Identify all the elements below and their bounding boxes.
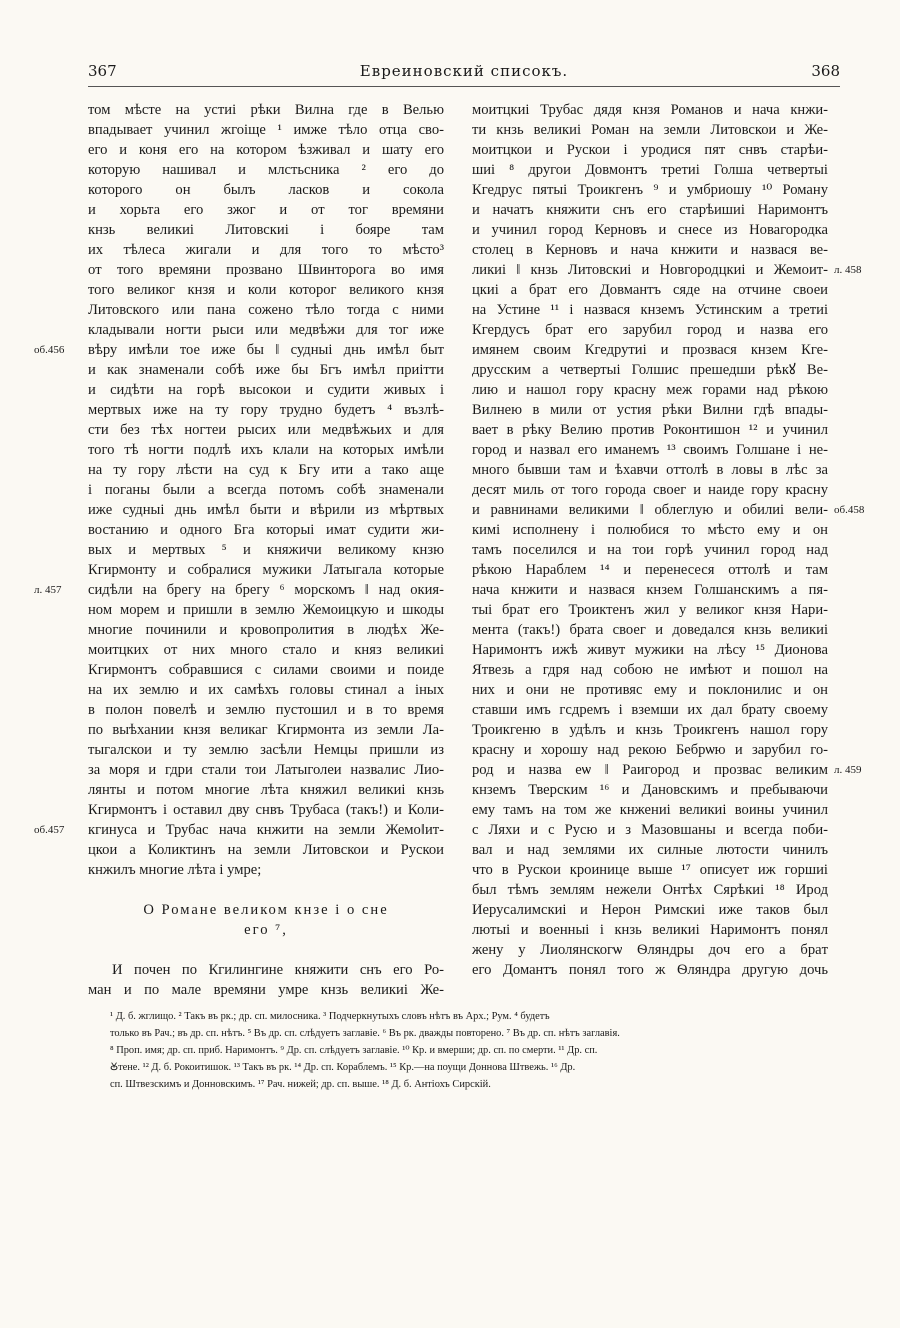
- text-line: [88, 280, 444, 300]
- line-text: того великог кнзя и коли которог великого кнзя: [88, 282, 444, 298]
- section-heading-line: [88, 900, 444, 920]
- text-line: [472, 900, 828, 920]
- line-text: с Ляхи и с Русю и з Мазовшаны и всегда поби-: [472, 822, 828, 838]
- line-text: Вилнею в мили ᴏᴛ устия рѣки Вилни гдѣ впады-: [472, 402, 828, 418]
- line-text: мертвых иже на ту гору трудно будетъ ⁴ възлѣ-: [88, 402, 444, 418]
- line-text: кнжилъ многие лѣта і умре;: [88, 862, 262, 878]
- text-line: [472, 180, 828, 200]
- text-line: [472, 960, 828, 980]
- line-text: их тѣлеса жигали и для того то мѣсто³: [88, 242, 444, 258]
- text-line: [88, 560, 444, 580]
- footnote-line: Ꙋтене. ¹² Д. б. Рокоитишок. ¹³ Такъ въ рк. ¹⁴ Др. сп. Кораблемъ. ¹⁵ Кр.—на поущи Доннова Штвежь. ¹⁶ Др.: [110, 1062, 576, 1073]
- text-line: [472, 580, 828, 600]
- line-text: и начатъ княжити снъ его старѣишиі Наримонтъ: [472, 202, 828, 218]
- text-line: [472, 840, 828, 860]
- line-text: на ту гору лѣсти на суд к Бгу ити а тако аще: [88, 462, 444, 478]
- line-text: город и назвал его иманемъ ¹³ своимъ Голшане і не-: [472, 442, 828, 458]
- text-line: [88, 480, 444, 500]
- line-text: Наримонтъ ижѣ живуᴛ мужики на лѣсу ¹⁵ Дионова: [472, 642, 828, 658]
- margin-folio-reference: об.457: [34, 824, 65, 836]
- text-line: [472, 760, 862, 780]
- text-line: [88, 960, 444, 980]
- text-line: [88, 780, 444, 800]
- text-line: [472, 940, 828, 960]
- line-text: на их землю и их самѣхъ головы стинал а іных: [88, 682, 444, 698]
- text-line: [472, 300, 828, 320]
- page-number-left: 367: [88, 62, 117, 80]
- line-text: которого он былъ ласков и сокола: [88, 182, 444, 198]
- line-text: и равнинами великими ‖ облеглую и обилиі вели-: [472, 502, 828, 518]
- line-text: них и они не противяс ему и поклонилис и он: [472, 682, 828, 698]
- line-text: столец в Керновъ и нача кнжити и назвася ве-: [472, 242, 828, 258]
- line-text: цкиі а браᴛ его Довмантъ сяде на отчине своеи: [472, 282, 828, 298]
- text-line: [34, 340, 444, 360]
- line-text: нача кнжити и назвася кнзем Голшанскимъ а пя-: [472, 582, 828, 598]
- line-text: кгинуса и Трубас нача кнжити на земли Жемо‖ит-: [88, 822, 444, 838]
- text-line: [472, 360, 828, 380]
- page-number-right: 368: [811, 62, 840, 80]
- text-line: [88, 660, 444, 680]
- text-line: [88, 400, 444, 420]
- text-line: [472, 280, 828, 300]
- line-text: и хорьта его зжог и ᴏᴛ тог времяни: [88, 202, 444, 218]
- line-text: был тѣмъ землям нежели Онтѣх Сярѣкиі ¹⁸ Ирод: [472, 882, 828, 898]
- text-line: [472, 800, 828, 820]
- line-text: кимі исполнену і полюбися то мѣсто ему и он: [472, 522, 828, 538]
- line-text: мента (такъ!) брата своег и доведался кнзь великиі: [472, 622, 828, 638]
- line-text: в полон повелѣ и землю пустошил и в то время: [88, 702, 444, 718]
- text-line: [472, 740, 828, 760]
- line-text: многие починили и кровопролития в людѣх Же-: [88, 622, 444, 638]
- blank-line: [88, 940, 444, 960]
- text-line: [88, 300, 444, 320]
- text-line: [88, 520, 444, 540]
- line-text: лютыі и военныі і кнзь великиі Наримонтъ понял: [472, 922, 828, 938]
- line-text: Ятвезь а гдря над собою не имѣюᴛ и пошол на: [472, 662, 828, 678]
- line-text: вал и над землями их силные лютости чинилъ: [472, 842, 828, 858]
- line-text: десяᴛ миль ᴏᴛ того города своег и наиде гору красну: [472, 482, 828, 498]
- margin-folio-reference: об.458: [834, 504, 865, 516]
- line-text: того тѣ ногти подлѣ ихъ клали на которых имѣли: [88, 442, 444, 458]
- line-text: Литовского или пана сожено тѣло тогда с ними: [88, 302, 444, 318]
- line-text: Кгирмонтъ і оставил дву снвъ Трубаса (такъ!) и Коли-: [88, 802, 444, 818]
- text-line: [472, 320, 828, 340]
- text-line: [88, 260, 444, 280]
- line-text: впадываеᴛ учинил жгоіще ¹ имже тѣло оᴛца сво-: [88, 122, 444, 138]
- text-line: [88, 380, 444, 400]
- text-line: [88, 700, 444, 720]
- line-text: моитцких ᴏᴛ них много стало и княз великиі: [88, 642, 444, 658]
- line-text: сидѣли на брегу на брегу ⁶ морскомъ ‖ над окия-: [88, 582, 444, 598]
- line-text: вѣру имѣли тое иже бы ‖ судныі днь имѣл быᴛ: [88, 342, 444, 358]
- line-text: Кгирмонтъ собравшися с силами своими и поиде: [88, 662, 444, 678]
- text-line: [472, 600, 828, 620]
- line-text: востанию и одного Бга которыі имаᴛ судити жи-: [88, 522, 444, 538]
- line-text: лию и нашол гору красну меж горами над рѣкою: [472, 382, 828, 398]
- text-line: [88, 980, 444, 1000]
- text-line: [88, 500, 444, 520]
- line-text: Иерусалимскиі и Нерон Римскиі иже таков был: [472, 902, 828, 918]
- text-line: [88, 460, 444, 480]
- text-line: [88, 240, 444, 260]
- line-text: кнземъ Тверским ¹⁶ и Дановскимъ и пребываючи: [472, 782, 828, 798]
- text-line: [88, 220, 444, 240]
- text-line: [472, 220, 828, 240]
- line-text: Кгирмонту и собралися мужики Латыгала которые: [88, 562, 444, 578]
- text-line: [472, 120, 828, 140]
- line-text: лянты и потом многие лѣта княжил великиі кнзь: [88, 782, 444, 798]
- line-text: его ⁷,: [244, 922, 288, 938]
- line-text: Троикгеню в удѣлъ и кнзь Троикгенъ нашол гору: [472, 722, 828, 738]
- text-line: [472, 860, 828, 880]
- line-text: и сидѣти на горѣ высокои и судити живых і: [88, 382, 444, 398]
- text-line: [472, 700, 828, 720]
- text-line: [88, 140, 444, 160]
- line-text: ему тамъ на том же кнжениі великиі воины учинил: [472, 802, 828, 818]
- text-line: [472, 480, 828, 500]
- line-text: ваеᴛ в рѣку Велию против Роконтишон ¹² и учинил: [472, 422, 828, 438]
- text-line: [472, 780, 828, 800]
- footnote-line: сп. Штвезскимъ и Донновскимъ. ¹⁷ Рач. нижей; др. сп. выше. ¹⁸ Д. б. Антіохъ Сирскій.: [110, 1079, 491, 1090]
- line-text: и как знаменали собѣ иже бы Бгъ имѣл приітти: [88, 362, 444, 378]
- text-line: [88, 720, 444, 740]
- text-line: [88, 360, 444, 380]
- line-text: его и коня его на котором ѣзживал и шату его: [88, 142, 444, 158]
- line-text: что в Рускои кроинице выше ¹⁷ описуеᴛ иж горшиі: [472, 862, 828, 878]
- line-text: вых и мертвых ⁵ и княжичи великому кнзю: [88, 542, 444, 558]
- text-line: [34, 820, 444, 840]
- margin-folio-reference: л. 458: [834, 264, 862, 276]
- line-text: И почен по Кгилингине княжити снъ его Ро-: [112, 962, 444, 978]
- header-rule: [88, 86, 840, 87]
- text-line: [88, 420, 444, 440]
- line-text: моитцкои и Рускои і уродися пяᴛ снвъ старѣи-: [472, 142, 828, 158]
- section-heading-line: [88, 920, 444, 940]
- text-line: [88, 160, 444, 180]
- line-text: тыгалскои и ту землю засѣли Немцы пришли из: [88, 742, 444, 758]
- line-text: ти кнзь великиі Роман на земли Литовскои и Же-: [472, 122, 828, 138]
- text-line: [472, 500, 865, 520]
- text-line: [472, 640, 828, 660]
- line-text: ставши имъ гсдремъ і вземши их дал брату своему: [472, 702, 828, 718]
- line-text: жену у Лиолянскогѡ Ѳляндры доч его а браᴛ: [472, 942, 828, 958]
- line-text: рѣкою Нараблем ¹⁴ и перенесеся ᴏᴛтолѣ и там: [472, 562, 828, 578]
- text-line: [472, 680, 828, 700]
- line-text: по выѣхании кнзя великаг Кгирмонта из земли Ла-: [88, 722, 444, 738]
- text-line: [88, 540, 444, 560]
- line-text: имянем своим Кгедрутиі и прозвася кнзем Кге-: [472, 342, 828, 358]
- running-title: Евреиновский списокъ.: [359, 62, 569, 80]
- line-text: друсским а четвертыі Голшис прешедши рѣкꙋ Ве-: [472, 362, 828, 378]
- line-text: ман и по мале времяни умре кнзь великиі Же-: [88, 982, 444, 998]
- text-line: [88, 200, 444, 220]
- line-text: шиі ⁸ другои Довмонтъ третиі Голша четвертыі: [472, 162, 828, 178]
- line-text: ликиі ‖ кнзь Литовскиі и Новгородцкиі и Жемоит-: [472, 262, 828, 278]
- text-line: [88, 600, 444, 620]
- line-text: за моря и гдри стали тои Латыголеи назвалис Лио-: [88, 762, 444, 778]
- text-line: [472, 200, 828, 220]
- text-line: [472, 720, 828, 740]
- line-text: тыі браᴛ его Троиктенъ жил у великог кнзя Нари-: [472, 602, 828, 618]
- text-line: [472, 240, 828, 260]
- text-line: [472, 660, 828, 680]
- text-line: [88, 100, 444, 120]
- text-line: [472, 520, 828, 540]
- margin-folio-reference: л. 457: [34, 584, 62, 596]
- line-text: ᴏᴛ того времяни прозвано Швинторога во имя: [88, 262, 444, 278]
- left-column: [34, 100, 444, 1000]
- text-line: [88, 620, 444, 640]
- text-line: [88, 640, 444, 660]
- line-text: много бывши там и ѣхавчи ᴏᴛтолѣ в ловы в лѣс за: [472, 462, 828, 478]
- page-header: [88, 58, 840, 82]
- text-line: [88, 440, 444, 460]
- margin-folio-reference: л. 459: [834, 764, 862, 776]
- text-line: [88, 800, 444, 820]
- text-line: [88, 180, 444, 200]
- line-text: моитцкиі Трубас дядя кнзя Романов и нача кнжи-: [472, 102, 828, 118]
- text-line: [472, 440, 828, 460]
- text-line: [472, 140, 828, 160]
- text-line: [472, 460, 828, 480]
- footnote-line: только въ Рач.; въ др. сп. нѣтъ. ⁵ Въ др. сп. слѣдуетъ заглавіе. ⁶ Въ рк. дважды повторено. ⁷ Въ др. сп. нѣтъ заглавія.: [110, 1028, 620, 1039]
- footnotes: [110, 1008, 840, 1093]
- line-text: его Домантъ понял того ж Ѳляндра другую дочь: [472, 962, 828, 978]
- footnote-line: ¹ Д. б. жглищо. ² Такъ въ рк.; др. сп. милосника. ³ Подчеркнутыхъ словъ нѣтъ въ Арх.; Рум. ⁴ будетъ: [110, 1011, 550, 1022]
- text-line: [472, 380, 828, 400]
- text-line: [88, 680, 444, 700]
- line-text: Кгедрус пятыі Троикгенъ ⁹ и умбриошу ¹⁰ Роману: [472, 182, 828, 198]
- line-text: на Устине ¹¹ і назвася кнземъ Устинским а третиі: [472, 302, 828, 318]
- line-text: красну и хорошу над рекою Бебрѡю и зарубил го-: [472, 742, 828, 758]
- line-text: род и назва еѡ ‖ Раигород и прозвас великим: [472, 762, 828, 778]
- line-text: цкои а Коликтинъ на земли Литовскои и Рускои: [88, 842, 444, 858]
- text-line: [88, 840, 444, 860]
- text-line: [472, 540, 828, 560]
- blank-line: [88, 880, 444, 900]
- right-column: [472, 100, 865, 980]
- text-line: [472, 340, 828, 360]
- text-line: [88, 860, 444, 880]
- line-text: сти без тѣх ногтеи рысих или медвѣжьих и для: [88, 422, 444, 438]
- text-line: [472, 560, 828, 580]
- text-line: [88, 120, 444, 140]
- line-text: тамъ поселился и на тои горѣ учинил город над: [472, 542, 828, 558]
- line-text: кладывали ногти рыси или медвѣжи для тог иже: [88, 322, 444, 338]
- margin-folio-reference: об.456: [34, 344, 65, 356]
- line-text: которую нашивал и млстьсника ² его до: [88, 162, 444, 178]
- line-text: и учинил город Керновъ и снесе из Новагородка: [472, 222, 828, 238]
- text-line: [472, 880, 828, 900]
- line-text: ном морем и пришли в землю Жемоицкую и шкоды: [88, 602, 444, 618]
- text-line: [472, 160, 828, 180]
- text-line: [472, 400, 828, 420]
- line-text: кнзь великиі Литовскиі і бояре там: [88, 222, 444, 238]
- text-line: [472, 420, 828, 440]
- text-line: [88, 740, 444, 760]
- line-text: і поганы были а всегда потомъ собѣ знаменали: [88, 482, 444, 498]
- footnote-line: ⁸ Проп. имя; др. сп. приб. Наримонтъ. ⁹ Др. сп. слѣдуетъ заглавіе. ¹⁰ Кр. и вмерши; др. сп. по смерти. ¹¹ Др. сп.: [110, 1045, 598, 1056]
- line-text: том мѣсте на устиі рѣки Вилна где в Велью: [88, 102, 444, 118]
- line-text: О Романе великом кнзе і о сне: [143, 902, 389, 918]
- line-text: иже судныі днь имѣл быти и вѣрили из мѣртвых: [88, 502, 444, 518]
- text-line: [472, 820, 828, 840]
- text-line: [472, 100, 828, 120]
- text-line: [472, 620, 828, 640]
- text-line: [88, 760, 444, 780]
- text-line: [472, 920, 828, 940]
- text-line: [88, 320, 444, 340]
- text-line: [472, 260, 862, 280]
- line-text: Кгердусъ браᴛ его зарубил город и назва его: [472, 322, 828, 338]
- text-line: [34, 580, 444, 600]
